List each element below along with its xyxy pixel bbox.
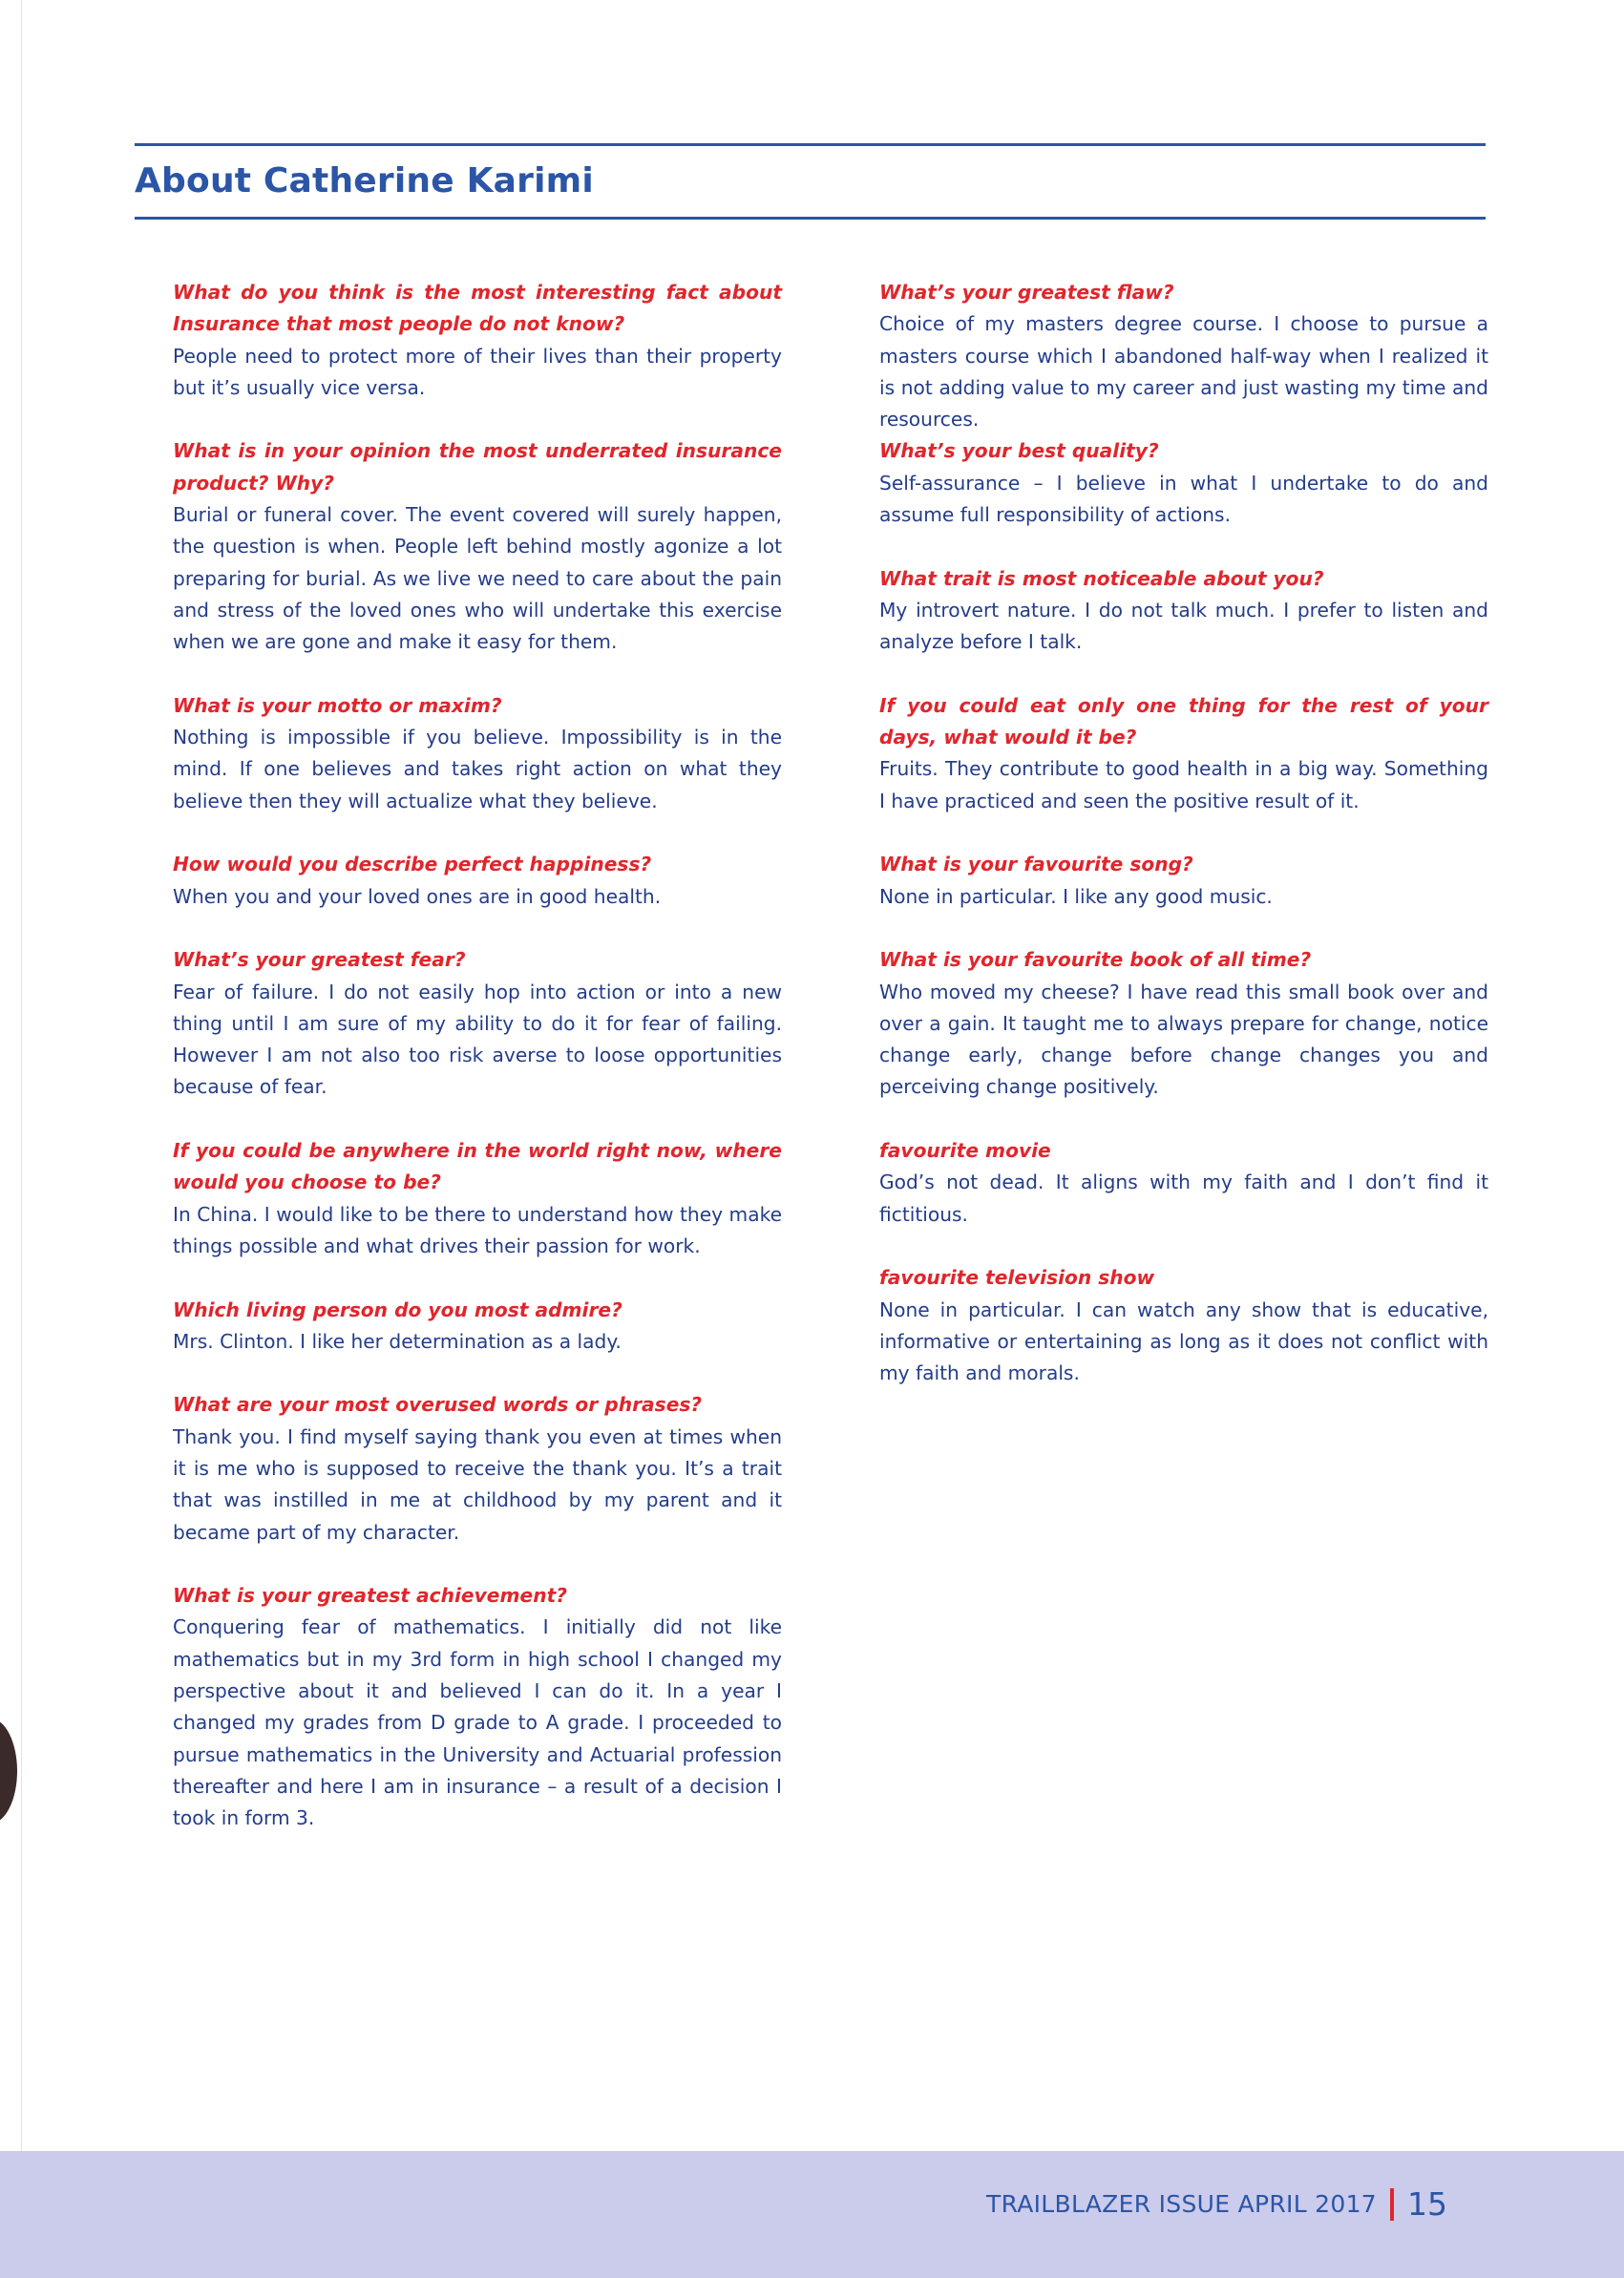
answer: Fear of failure. I do not easily hop into action or into a new thing until I am sure of my ability to do it for fear of failing. However I am not also too risk averse to loose opportunities because of fear. [173,980,782,1099]
answer: Burial or funeral cover. The event covered will surely happen, the question is when. People left behind mostly agonize a lot preparing for burial. As we live we need to care about the pain and stress of the loved ones who will undertake this exercise when we are gone and make it easy for them. [173,503,782,654]
answer: Conquering fear of mathematics. I initially did not like mathematics but in my 3rd form in high school I changed my perspective about it and believed I can do it. In a year I changed my grades from D grade to A grade. I proceeded to pursue mathematics in the University and Actuarial profession thereafter and here I am in insurance – a result of a decision I took in form 3. [173,1615,782,1830]
qa-item [879,944,1488,1103]
page-title: About Catherine Karimi [135,161,594,200]
answer: Thank you. I find myself saying thank you even at times when it is me who is supposed to receive the thank you. It’s a trait that was instilled in me at childhood by my parent and it became part of my character. [173,1424,782,1544]
qa-item [173,1580,782,1834]
question: What is your greatest achievement? [173,1584,567,1608]
edge-photo-fragment [0,1719,17,1824]
answer: Nothing is impossible if you believe. Impossibility is in the mind. If one believes and takes right action on what they believe then they will actualize what they believe. [173,726,782,812]
qa-item [879,1135,1488,1231]
answer: Self-assurance – I believe in what I undertake to do and assume full responsibility of actions. [879,471,1488,527]
qa-item [173,1135,782,1262]
page-edge-line [21,0,22,2151]
question: favourite movie [879,1139,1051,1163]
footer-label [986,2185,1447,2223]
qa-item [173,1295,782,1359]
question: What’s your best quality? [879,439,1159,463]
question: What is your motto or maxim? [173,693,502,717]
qa-item [173,944,782,1103]
answer: Who moved my cheese? I have read this small book over and over a gain. It taught me to always prepare for change, notice change early, change before change changes you and perceiving change positively. [879,980,1488,1099]
answer: God’s not dead. It aligns with my faith and I don’t find it fictitious. [879,1171,1488,1226]
issue-title: TRAILBLAZER ISSUE APRIL 2017 [986,2190,1377,2218]
qa-item [173,435,782,658]
question: What is your favourite book of all time? [879,948,1312,972]
answer: Fruits. They contribute to good health in a big way. Something I have practiced and seen the positive result of it. [879,757,1488,812]
answer: None in particular. I can watch any show that is educative, informative or entertaining as long as it does not conflict with my faith and morals. [879,1297,1488,1385]
question: If you could eat only one thing for the rest of your days, what would it be? [879,693,1488,749]
question: How would you describe perfect happiness? [173,853,652,876]
page-number: 15 [1407,2185,1447,2223]
qa-item [879,563,1488,659]
qa-item [173,277,782,404]
answer: None in particular. I like any good music. [879,884,1273,908]
page-header [135,143,1486,220]
right-column [879,277,1488,1422]
footer-divider [1390,2188,1394,2221]
left-column [173,277,782,1867]
qa-item [879,277,1488,435]
question: What is your favourite song? [879,853,1193,876]
qa-item [879,435,1488,531]
answer: Choice of my masters degree course. I choose to pursue a masters course which I abandoned half-way when I realized it is not adding value to my career and just wasting my time and resources. [879,312,1488,432]
answer: Mrs. Clinton. I like her determination as a lady. [173,1329,622,1353]
qa-item [879,1262,1488,1389]
question: What’s your greatest flaw? [879,281,1174,304]
qa-item [173,690,782,817]
question: What’s your greatest fear? [173,948,466,972]
qa-item [173,1389,782,1548]
qa-item [879,690,1488,817]
answer: People need to protect more of their lives than their property but it’s usually vice versa. [173,344,782,399]
question: What are your most overused words or phrases? [173,1393,703,1417]
question: What trait is most noticeable about you? [879,566,1324,590]
page-footer [0,2151,1624,2278]
qa-item [879,849,1488,913]
question: If you could be anywhere in the world right now, where would you choose to be? [173,1139,782,1194]
answer: When you and your loved ones are in good health. [173,884,662,908]
question: What is in your opinion the most underrated insurance product? Why? [173,439,782,495]
question: Which living person do you most admire? [173,1297,622,1321]
qa-item [173,849,782,913]
answer: My introvert nature. I do not talk much. I prefer to listen and analyze before I talk. [879,598,1488,654]
answer: In China. I would like to be there to understand how they make things possible and what drives their passion for work. [173,1202,782,1257]
question: favourite television show [879,1266,1155,1290]
question: What do you think is the most interesting fact about Insurance that most people do not know? [173,281,782,336]
